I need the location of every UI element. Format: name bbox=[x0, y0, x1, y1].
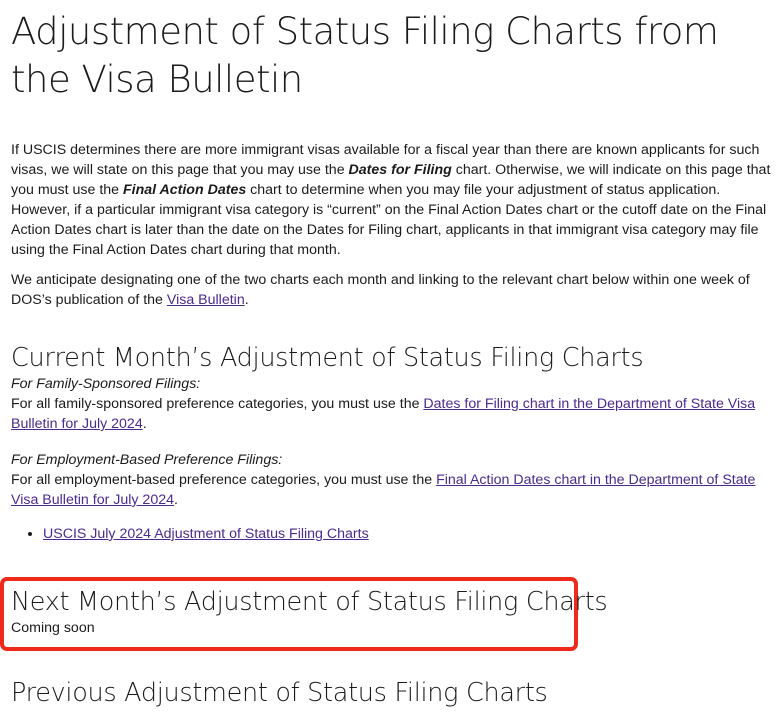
family-sponsored-block bbox=[11, 374, 775, 434]
employment-final-action-link[interactable]: Final Action Dates chart in the Department of State Visa Bulletin for July 2024 bbox=[11, 472, 756, 508]
intro-paragraph bbox=[11, 140, 775, 260]
page-title: Adjustment of Status Filing Charts from the Visa Bulletin bbox=[11, 10, 719, 101]
current-month-heading: Current Month’s Adjustment of Status Filing Charts bbox=[11, 343, 644, 373]
anticipate-text: We anticipate designating one of the two charts each month and linking to the relevant chart below within one week of DOS’s publication of the bbox=[11, 272, 750, 308]
previous-heading: Previous Adjustment of Status Filing Charts bbox=[11, 678, 548, 708]
uscis-july-2024-charts-link[interactable]: USCIS July 2024 Adjustment of Status Filing Charts bbox=[43, 526, 369, 542]
list-item bbox=[43, 524, 775, 544]
anticipate-paragraph bbox=[11, 270, 775, 310]
employment-based-text: For all employment-based preference categories, you must use the bbox=[11, 472, 437, 488]
intro-text-2: chart. Otherwise, we will indicate on this page that you must use the bbox=[11, 162, 771, 198]
chart-links-list bbox=[11, 524, 775, 544]
dates-for-filing-emphasis: Dates for Filing bbox=[348, 162, 452, 178]
final-action-dates-emphasis: Final Action Dates bbox=[122, 182, 247, 198]
family-dates-for-filing-link[interactable]: Dates for Filing chart in the Department of State Visa Bulletin for July 2024 bbox=[11, 396, 756, 432]
employment-based-label: For Employment-Based Preference Filings: bbox=[11, 452, 283, 468]
next-month-section bbox=[11, 586, 607, 638]
family-sponsored-text: For all family-sponsored preference categories, you must use the bbox=[11, 396, 424, 412]
employment-based-block bbox=[11, 450, 775, 510]
intro-text-1: If USCIS determines there are more immigrant visas available for a fiscal year than there are known applicants for such visas, we will state on this page that you may use the bbox=[11, 142, 760, 178]
intro-text-3: chart to determine when you may file your adjustment of status application. However, if a particular immigrant visa category is “current” on the Final Action Dates chart or the cutoff date on the Final Action Dates chart is later than the date on the Dates for Filing chart, applicants in that immigrant visa category may file using the Final Action Dates chart during that month. bbox=[11, 182, 767, 258]
coming-soon-text: Coming soon bbox=[11, 620, 95, 636]
visa-bulletin-link[interactable]: Visa Bulletin bbox=[166, 292, 245, 308]
family-sponsored-label: For Family-Sponsored Filings: bbox=[11, 376, 201, 392]
next-month-heading: Next Month’s Adjustment of Status Filing Charts bbox=[11, 587, 608, 617]
page-content bbox=[11, 0, 775, 544]
family-sponsored-end: . bbox=[142, 416, 147, 432]
previous-section bbox=[11, 677, 548, 709]
employment-based-end: . bbox=[174, 492, 178, 508]
anticipate-end: . bbox=[244, 292, 249, 308]
